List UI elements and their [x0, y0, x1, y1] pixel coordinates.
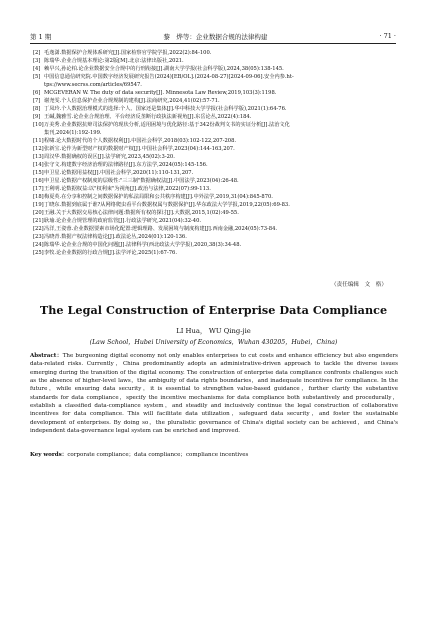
english-keywords — [30, 451, 398, 459]
reference-number: [2] — [33, 50, 41, 56]
reference-item — [33, 145, 399, 153]
reference-text: 王碱,魏雅雪.论企业合规治理、平台经济反垄断行政执法新视角[J].东岳论丛,2022(4):184. — [44, 114, 252, 121]
reference-number: [25] — [33, 250, 44, 257]
reference-text: 丁晓东.数据到底属于谁?从网络爬虫看平台数据权属与数据保护[J].华东政法大学学报,2019,22(05):69-83. — [44, 202, 290, 209]
header-rule — [30, 43, 396, 44]
english-abstract — [30, 352, 398, 435]
reference-number: [15] — [33, 170, 44, 177]
reference-item — [33, 225, 399, 233]
reference-text: 周汉华.数据确权的误区[J].法学研究,2023,45(02):3-20. — [44, 154, 175, 161]
reference-text: 耿瑜.论企业合规管理的政府监管[J].行政法学研究,2021(04):32-40. — [44, 218, 202, 225]
reference-number: [24] — [33, 242, 44, 249]
reference-number: [16] — [33, 178, 44, 185]
page-header — [30, 30, 396, 42]
reference-text: 冯晓青.数据产权法律构造论[J].政法论丛,2024(01):120-136. — [44, 234, 187, 241]
reference-text: 申卫星.论数据产权制度的层级性:"三三制"数据确权法[J].中国法学,2023(04):26-48. — [44, 178, 239, 185]
reference-text: 张守文.构建数字经济治理的法律路径[J].东方法学,2024(05):145-156. — [44, 162, 208, 169]
reference-item — [33, 193, 399, 201]
reference-text: 王融.关于大数据交易核心法律问题:数据所有权的探讨[J].大数据,2015,1(02):49-55. — [44, 210, 239, 217]
reference-item — [33, 217, 399, 225]
reference-number: [11] — [33, 138, 44, 145]
reference-number: [9] — [33, 114, 41, 121]
reference-number: [5] — [33, 74, 41, 81]
reference-item — [33, 89, 399, 97]
reference-item — [33, 241, 399, 249]
reference-item — [33, 161, 399, 169]
reference-number: [17] — [33, 186, 44, 193]
reference-text: 申卫星.论数据用益权[J].中国社会科学,2020(11):110-131,207. — [44, 170, 194, 177]
reference-number: [23] — [33, 234, 44, 241]
reference-item — [33, 113, 399, 121]
reference-text: 万美秀.企业数据抗辩司法保护的现状分析,适用困境与优化路径:基于342份裁判文书的实证分析[J].法治文化 — [44, 122, 290, 129]
reference-item — [33, 177, 399, 185]
reference-text: 张新宝.论作为新型财产权的数据财产权[J].中国社会科学,2023(04):144-163,207. — [44, 146, 235, 153]
reference-number: [18] — [33, 194, 44, 201]
reference-item — [33, 97, 399, 105]
reference-item — [33, 105, 399, 113]
reference-text: 中国信息通信研究院.中国数字经济发展研究报告(2024)[EB/OL].(2024-08-27)[2024-09-06].安全内参.ht- — [44, 74, 294, 81]
reference-text: 王利明.论数据权益:以"权利束"为视角[J].政治与法律,2022(07):99-113. — [44, 186, 211, 193]
reference-item — [33, 57, 399, 65]
reference-text: 陈瑞华.论企业合规的中国化问题[J].法律科学(西北政法大学学报),2020,38(3):34-48. — [44, 242, 242, 249]
reference-text: 冯洋,王姿蓉.企业数据要素市场化配置:逻辑理路、发展困境与制度构建[J].西南金融,2024(05):73-84. — [44, 226, 278, 233]
reference-item — [33, 249, 399, 257]
keywords-text: corporate compliance；data compliance；compliance incentives — [67, 452, 249, 458]
reference-item — [33, 201, 399, 209]
reference-number: [7] — [33, 98, 41, 105]
reference-text: 赖早兴,孙论柏.论企业数据安全合规中的行刑衔接[J].湖南大学学报(社会科学版),2024,38(05):138-145. — [44, 66, 284, 73]
reference-text: MCGEVERAN W. The duty of data security[J]. Minnesota Law Review,2019,103(3):1198. — [44, 90, 277, 97]
english-affiliation: (Law School，Hubei University of Economics，Wuhan 430205，Hubei，China) — [89, 339, 338, 346]
issue-number: 第 1 期 — [30, 32, 52, 41]
reference-number: [10] — [33, 122, 44, 129]
editor-note: （责任编辑 文 格） — [331, 282, 387, 288]
reference-item — [33, 49, 399, 57]
reference-text: 李牧.论企业数据的行政合规[J].法学评论,2025(1):67-76. — [44, 250, 177, 257]
reference-list — [33, 49, 399, 257]
reference-number: [12] — [33, 146, 44, 153]
page-number: · 71 · — [379, 32, 396, 40]
reference-item — [33, 65, 399, 73]
reference-number: [3] — [33, 58, 41, 65]
abstract-label: Abstract： — [30, 353, 63, 359]
reference-number: [6] — [33, 90, 41, 97]
running-title: 黎 烨等：企业数据合规的法律构建 — [163, 32, 268, 41]
reference-item — [33, 121, 399, 129]
reference-text: 梅夏英.在分享和控制之间数据保护的私法局限和公共秩序构建[J].中外法学,2019,31(04):845-870. — [44, 194, 273, 201]
reference-item — [33, 169, 399, 177]
reference-number: [8] — [33, 106, 41, 113]
reference-item — [33, 137, 399, 145]
abstract-text: The burgeoning digital economy not only enables enterprises to cut costs and enhance efficiency but also engenders data-related risks. Currently，China predominantly adopts an administrative-driven approach to tackle the diverse issues emerging during the transition of the digital economy. The construction of enterprise data compliance confronts challenges such as the absence of higher-level laws，the ambiguity of data rights boundaries，and inadequate incentives for compliance. In the future，while ensuring data security，it is essential to strengthen value-based guidance，further clarify the substantive standards for data compliance，specify the incentive mechanisms for data compliance both substantively and procedurally，establish a classified data-compliance system，and steadily and inclusively continue the legal construction of collaborative incentives for data compliance. This will facilitate data utilization，safeguard data security，and foster the sustainable development of enterprises. By doing so，the pluralistic governance of China's digital society can be achieved，and China's independent data-governance legal system can be enriched and improved. — [30, 353, 398, 435]
reference-continuation: tps://www.secrss.com/articles/69547. — [44, 82, 142, 89]
english-title: The Legal Construction of Enterprise Data Compliance — [39, 303, 388, 317]
reference-text: 谢尧雯.个人信息保护企业合规规制的建构[J].法商研究,2024,41(02):57-71. — [44, 98, 220, 105]
reference-item — [33, 233, 399, 241]
reference-item — [33, 185, 399, 193]
reference-number: [14] — [33, 162, 44, 169]
reference-text: 丁凤玲.个人数据治理模式的选择:个人、国家还是集体[J].华中科技大学学报(社会科学版),2021(1):64-76. — [44, 106, 287, 113]
reference-number: [22] — [33, 226, 44, 233]
reference-text: 程啸.论大数据时代的个人数据权利[J].中国社会科学,2018(03):102-122,207-208. — [44, 138, 237, 145]
reference-number: [4] — [33, 66, 41, 73]
reference-text: 陈瑞华.企业合规基本理论:第2版[M].北京:法律出版社,2021. — [44, 58, 184, 65]
reference-item — [33, 209, 399, 217]
reference-number: [21] — [33, 218, 44, 225]
reference-item — [33, 73, 399, 81]
keywords-label: Key words： — [30, 452, 68, 458]
reference-number: [19] — [33, 202, 44, 209]
reference-number: [20] — [33, 210, 44, 217]
reference-continuation: 集刊,2024(1):192-199. — [44, 130, 102, 137]
reference-text: 毛逸潇.数据保护合规体系研究[J].国家检察官学院学报,2022(2):84-100. — [44, 50, 212, 56]
reference-number: [13] — [33, 154, 44, 161]
reference-item — [33, 153, 399, 161]
english-authors: LI Hua， WU Qing-jie — [176, 327, 251, 335]
